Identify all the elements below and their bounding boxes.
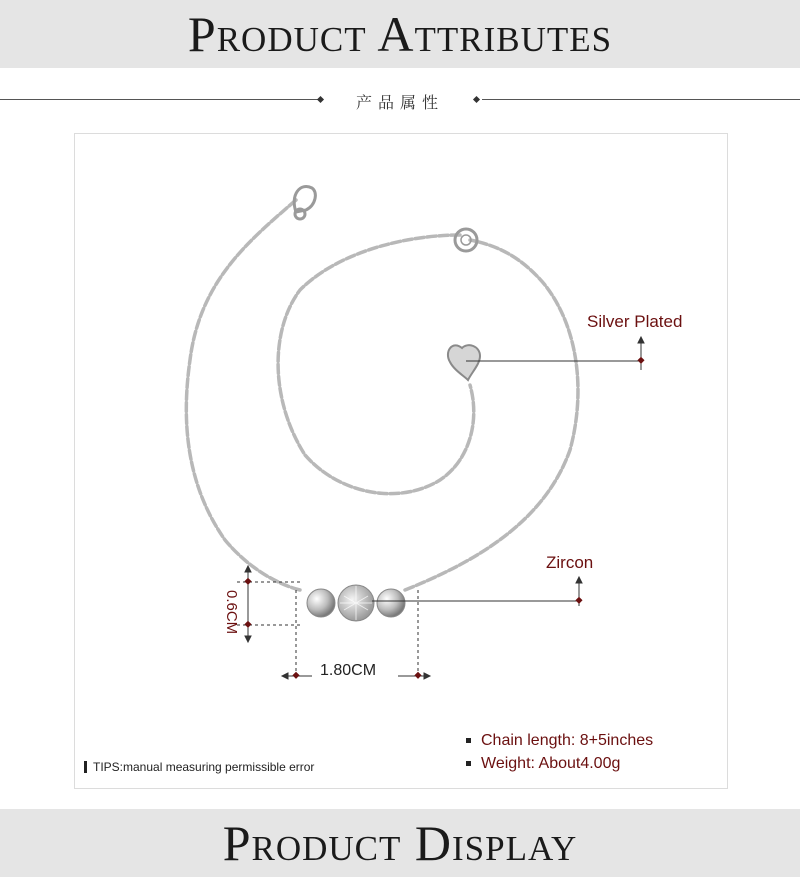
footer-banner xyxy=(0,809,800,877)
bullet-icon xyxy=(466,738,471,743)
silver-plated-label: Silver Plated xyxy=(587,312,683,331)
section-title: Product Display xyxy=(222,815,578,871)
tips-bar-icon xyxy=(84,761,87,773)
page-title: Product Attributes xyxy=(187,6,613,62)
bullet-icon xyxy=(466,761,471,766)
spec-list xyxy=(466,729,653,775)
zircon-label: Zircon xyxy=(546,553,594,572)
height-label: 0.6CM xyxy=(223,590,240,635)
bead-left-icon xyxy=(307,589,335,617)
spec-text: Weight: About4.00g xyxy=(481,754,621,772)
tips-note xyxy=(84,760,314,774)
spec-item-weight xyxy=(466,752,653,775)
chain xyxy=(186,200,578,590)
silver-plated-callout xyxy=(466,337,645,370)
width-label: 1.80CM xyxy=(320,662,377,679)
subtitle-text: 产品属性 xyxy=(355,93,444,112)
spec-text: Chain length: 8+5inches xyxy=(481,731,654,749)
tips-text: TIPS:manual measuring permissible error xyxy=(93,760,315,774)
bead-right-icon xyxy=(377,589,405,617)
spec-item-chain-length xyxy=(466,729,653,752)
heart-charm-icon xyxy=(448,345,480,380)
lobster-clasp-icon xyxy=(294,187,315,219)
